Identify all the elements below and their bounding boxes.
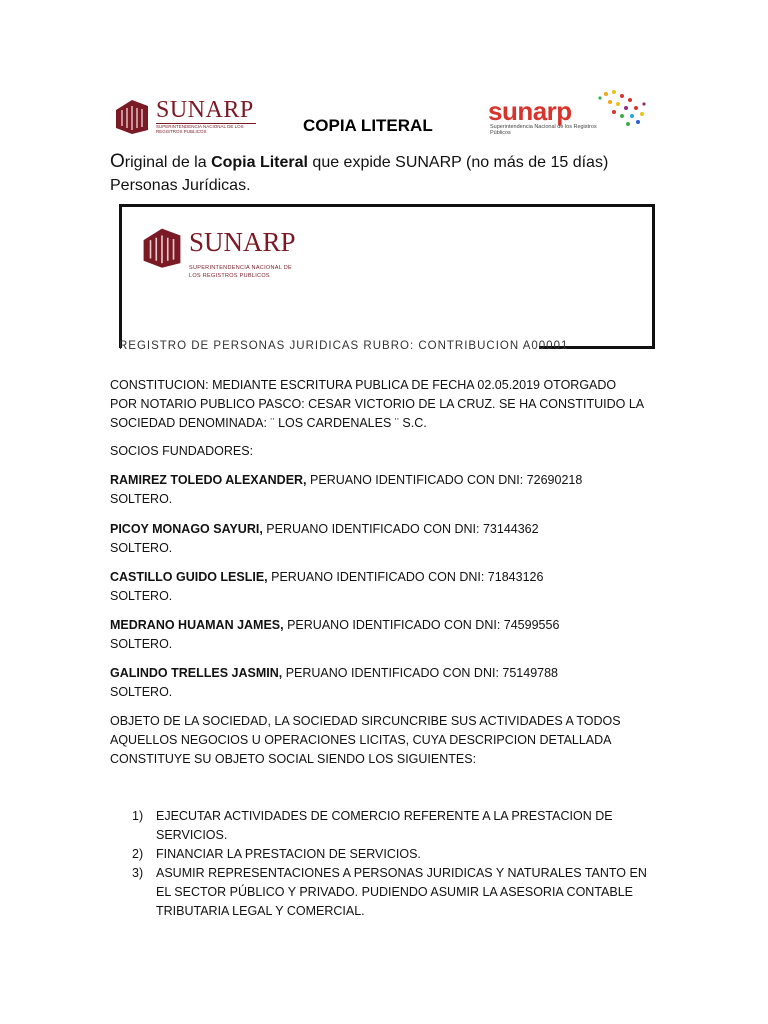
registry-line: REGISTRO DE PERSONAS JURIDICAS RUBRO: CONTRIBUCION A00001 xyxy=(119,340,569,352)
socio-line xyxy=(110,520,670,539)
socio-entry xyxy=(110,471,670,509)
constitucion-line-2: POR NOTARIO PUBLICO PASCO: CESAR VICTORIO DE LA CRUZ. SE HA CONSTITUIDO LA xyxy=(110,397,645,411)
list-item-line: ASUMIR REPRESENTACIONES A PERSONAS JURIDICAS Y NATURALES TANTO EN xyxy=(156,866,647,880)
socio-line xyxy=(110,471,670,490)
left-logo-subtitle: SUPERINTENDENCIA NACIONAL DE LOS REGISTROS PUBLICOS xyxy=(156,124,244,134)
list-item xyxy=(132,807,652,845)
socio-detail: PERUANO IDENTIFICADO CON DNI: 73144362 xyxy=(262,522,539,536)
list-item xyxy=(132,864,652,921)
socio-line xyxy=(110,568,670,587)
list-item xyxy=(132,845,652,864)
socio-detail: PERUANO IDENTIFICADO CON DNI: 75149788 xyxy=(282,666,559,680)
constitucion-line-1: CONSTITUCION: MEDIANTE ESCRITURA PUBLICA DE FECHA 02.05.2019 OTORGADO xyxy=(110,378,617,392)
socio-status: SOLTERO. xyxy=(110,589,173,603)
sunarp-logo-left xyxy=(112,96,262,136)
constitucion-line-3: SOCIEDAD DENOMINADA: ¨ LOS CARDENALES ¨ S.C. xyxy=(110,416,427,430)
intro-paragraph xyxy=(110,150,670,197)
list-item-line: EJECUTAR ACTIVIDADES DE COMERCIO REFERENTE A LA PRESTACION DE xyxy=(156,809,613,823)
socio-name: CASTILLO GUIDO LESLIE, xyxy=(110,570,268,584)
sunarp-emblem-icon xyxy=(112,96,152,136)
list-number: 1) xyxy=(132,809,144,823)
socio-name: RAMIREZ TOLEDO ALEXANDER, xyxy=(110,473,307,487)
sunarp-logo-right xyxy=(486,88,654,136)
scan-sunarp-logo xyxy=(139,224,319,294)
scanned-registry-header xyxy=(119,204,655,352)
scan-logo-subtitle: SUPERINTENDENCIA NACIONAL DE LOS REGISTROS PUBLICOS xyxy=(189,265,292,279)
socios-heading: SOCIOS FUNDADORES: xyxy=(110,444,254,458)
socio-name: MEDRANO HUAMAN JAMES, xyxy=(110,618,284,632)
scan-border-left xyxy=(119,204,122,348)
list-item-line: TRIBUTARIA LEGAL Y COMERCIAL. xyxy=(156,904,365,918)
socio-line xyxy=(110,616,670,635)
socio-name: GALINDO TRELLES JASMIN, xyxy=(110,666,283,680)
list-item-line: EL SECTOR PÚBLICO Y PRIVADO. PUDIENDO ASUMIR LA ASESORIA CONTABLE xyxy=(156,885,633,899)
document-title: COPIA LITERAL xyxy=(303,116,433,135)
socio-name: PICOY MONAGO SAYURI, xyxy=(110,522,263,536)
socio-detail: PERUANO IDENTIFICADO CON DNI: 74599556 xyxy=(283,618,560,632)
list-number: 3) xyxy=(132,866,144,880)
constitucion-paragraph xyxy=(110,376,670,433)
socio-status: SOLTERO. xyxy=(110,492,173,506)
right-logo-subtitle: Superintendencia Nacional de los Registros Públicos xyxy=(490,124,597,136)
intro-bold: Copia Literal xyxy=(211,154,308,171)
scan-border-top xyxy=(119,204,655,207)
scan-emblem-icon xyxy=(139,224,185,270)
right-logo-name: sunarp xyxy=(488,96,572,126)
socio-status: SOLTERO. xyxy=(110,685,173,699)
socio-entry xyxy=(110,616,670,654)
socio-entry xyxy=(110,664,670,702)
objeto-line-2: AQUELLOS NEGOCIOS U OPERACIONES LICITAS, CUYA DESCRIPCION DETALLADA xyxy=(110,733,612,747)
objeto-line-1: OBJETO DE LA SOCIEDAD, LA SOCIEDAD SIRCUNCRIBE SUS ACTIVIDADES A TODOS xyxy=(110,714,621,728)
scan-border-right xyxy=(652,204,655,348)
list-number: 2) xyxy=(132,847,144,861)
scan-logo-name: SUNARP xyxy=(189,227,296,257)
socio-entry xyxy=(110,520,670,558)
socio-detail: PERUANO IDENTIFICADO CON DNI: 72690218 xyxy=(306,473,583,487)
socio-status: SOLTERO. xyxy=(110,541,173,555)
socio-detail: PERUANO IDENTIFICADO CON DNI: 71843126 xyxy=(267,570,544,584)
list-item-line: SERVICIOS. xyxy=(156,828,228,842)
objeto-line-3: CONSTITUYE SU OBJETO SOCIAL SIENDO LOS SIGUIENTES: xyxy=(110,752,477,766)
objeto-paragraph xyxy=(110,712,670,769)
socio-status: SOLTERO. xyxy=(110,637,173,651)
intro-line-1 xyxy=(110,150,670,174)
socio-line xyxy=(110,664,670,683)
intro-part-2: que expide SUNARP (no más de 15 días) xyxy=(307,154,609,171)
intro-line-2: Personas Jurídicas. xyxy=(110,177,251,194)
list-item-line: FINANCIAR LA PRESTACION DE SERVICIOS. xyxy=(156,847,421,861)
objeto-list xyxy=(132,807,652,921)
socio-entry xyxy=(110,568,670,606)
intro-part-1: riginal de la xyxy=(124,154,212,171)
intro-first-letter: O xyxy=(110,151,125,172)
left-logo-name: SUNARP xyxy=(156,97,254,123)
